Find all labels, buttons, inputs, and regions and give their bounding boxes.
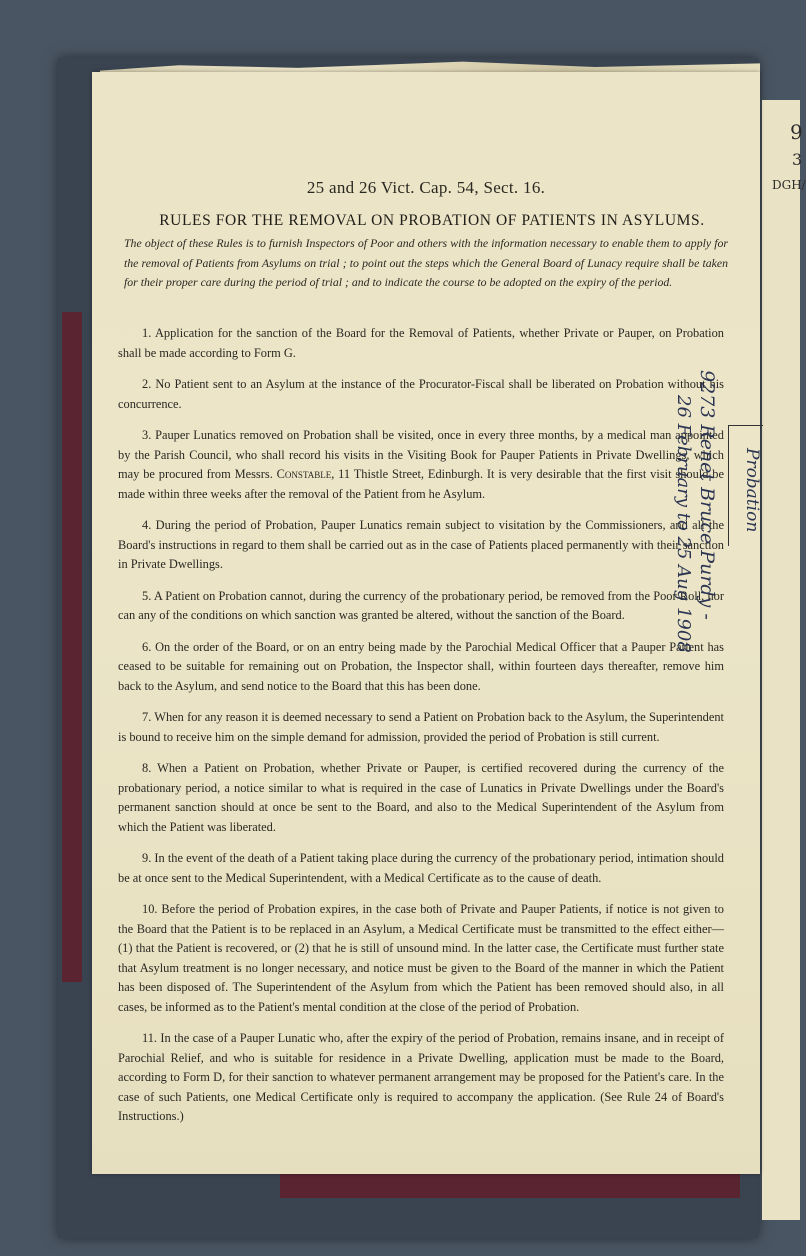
intro-paragraph: The object of these Rules is to furnish Inspectors of Poor and others with the information necessary to enable them to apply for the removal of Patients from Asylums on trial ; to point out the steps which the General Board of Lunacy require shall be taken for their proper care during the period of trial ; and to indicate the course to be adopted on the expiry of the period. [124, 236, 728, 289]
rule-item: 2. No Patient sent to an Asylum at the instance of the Procurator-Fiscal shall be liberated on Probation without his concurrence. [118, 377, 725, 411]
rule-item: 3. Pauper Lunatics removed on Probation shall be visited, once in every three months, by a medical man appointed by the Parish Council, who shall record his visits in the Visiting Book for Pauper Patients in Private Dwellings, which may be procured from Messrs. Constable, 11 Thistle Street, Edinburgh. It is very desirable that the first visit should be made within three weeks after the removal of the Patient from he Asylum. [118, 428, 724, 501]
rule-item: 1. Application for the sanction of the Board for the Removal of Patients, whether Private or Pauper, on Probation shall be made according to Form G. [118, 326, 724, 360]
rule-item: 5. A Patient on Probation cannot, during the currency of the probationary period, be removed from the Poor Roll, nor can any of the conditions on which sanction was granted be altered, without the sanction of the Board. [118, 588, 724, 622]
side-mark: DGH/ [772, 178, 806, 192]
document-page [92, 72, 760, 1174]
side-mark: 9 [790, 120, 803, 144]
statute-reference: 25 and 26 Vict. Cap. 54, Sect. 16. [306, 178, 546, 197]
document-title: RULES FOR THE REMOVAL ON PROBATION OF PATIENTS IN ASYLUMS. [159, 212, 705, 229]
rule-item: 7. When for any reason it is deemed necessary to send a Patient on Probation back to the Asylum, the Superintendent is bound to receive him on the simple demand for admission, provided the period of Probation is still current. [118, 710, 725, 744]
side-mark: 3 [792, 150, 803, 169]
handwritten-annotation: Probation [742, 448, 762, 533]
rule-item: 10. Before the period of Probation expires, in the case both of Private and Pauper Patients, if notice is not given to the Board that the Patient is to be replaced in an Asylum, a Medical Certificate must be transmitted to the effect either—(1) that the Patient is recovered, or (2) that he is still of unsound mind. In the latter case, the Certificate must further state that Asylum treatment is no longer necessary, and notice must be given to the Board of the manner in which the Patient has been disposed of. The Superintendent of the Asylum from which the Patient has been removed should also, in all cases, be informed as to the Patient's mental condition at the close of the period of Probation. [118, 902, 724, 1014]
rule-item: 4. During the period of Probation, Pauper Lunatics remain subject to visitation by the Commissioners, and all the Board's instructions in regard to them shall be carried out as in the case of Patients placed permanently with their sanction in Private Dwellings. [118, 518, 724, 571]
annotation-bracket [728, 425, 763, 546]
binding-strip [62, 312, 82, 982]
document-body [92, 72, 760, 1174]
rule-item: 11. In the case of a Pauper Lunatic who, after the expiry of the period of Probation, remains insane, and in receipt of Parochial Relief, and who is suitable for residence in a Private Dwelling, application must be made to the Board, according to Form D, for their sanction to whatever permanent arrangement may be proposed for the Patient's care. In the case of such Patients, one Medical Certificate only is required to accompany the application. (See Rule 24 of Board's Instructions.) [118, 1031, 724, 1123]
adjacent-page [762, 100, 806, 1220]
binding-strip-bottom [280, 1170, 740, 1198]
rule-item: 9. In the event of the death of a Patient taking place during the currency of the probationary period, intimation should be at once sent to the Medical Superintendent, with a Medical Certificate as to the cause of death. [118, 851, 724, 885]
rules-list [118, 324, 724, 1139]
rule-item: 8. When a Patient on Probation, whether Private or Pauper, is certified recovered during the currency of the probationary period, a notice similar to what is required in the case of Lunatics in Private Dwellings under the Board's permanent sanction should at once be sent to the Board, and also to the Medical Superintendent of the Asylum from which the Patient was liberated. [118, 761, 724, 834]
handwritten-annotation: 26 February to 25 Aug 1908 [673, 395, 694, 653]
handwritten-annotation: 9273 Renet Bruce Purdy - [696, 370, 718, 620]
rule-item: 6. On the order of the Board, or on an entry being made by the Parochial Medical Officer that a Pauper Patient has ceased to be suitable for remaining out on Probation, the Inspector shall, within fourteen days thereafter, remove him back to the Asylum, and send notice to the Board that this has been done. [118, 639, 724, 693]
